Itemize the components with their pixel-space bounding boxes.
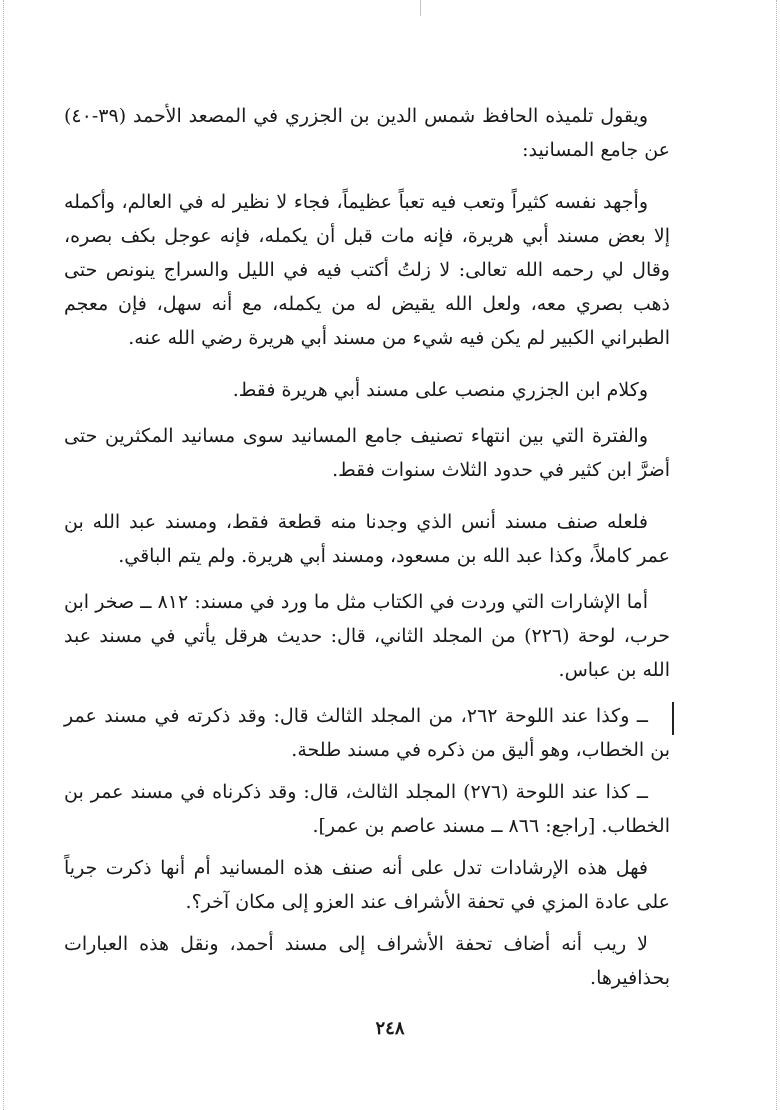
- scan-top-mark: [420, 0, 421, 16]
- page-number: ٢٤٨: [375, 1018, 405, 1039]
- paragraph-6: أما الإشارات التي وردت في الكتاب مثل ما ورد في مسند: ٨١٢ ــ صخر ابن حرب، لوحة (٢٢٦) من المجلد الثاني، قال: حديث هرقل يأتي في مسند عبد الله بن عباس.: [64, 591, 670, 681]
- paragraph-5: فلعله صنف مسند أنس الذي وجدنا منه قطعة فقط، ومسند عبد الله بن عمر كاملاً، وكذا عبد الله بن مسعود، ومسند أبي هريرة. ولم يتم الباقي.: [64, 511, 670, 567]
- margin-marker-bar: [672, 702, 674, 735]
- paragraph-10: لا ريب أنه أضاف تحفة الأشراف إلى مسند أحمد، ونقل هذه العبارات بحذافيرها.: [64, 933, 670, 989]
- paragraph-2: وأجهد نفسه كثيراً وتعب فيه تعباً عظيماً، فجاء لا نظير له في العالم، وأكمله إلا بعض مسند أبي هريرة، فإنه مات قبل أن يكمله، فإنه عوجل بكف بصره، وقال لي رحمه الله تعالى: لا زلتُ أكتب فيه في الليل والسراج ينونص حتى ذهب بصري معه، ولعل الله يقيض له من يكمله، مع أنه سهل، فإن معجم الطبراني الكبير لم يكن فيه شيء من مسند أبي هريرة رضي الله عنه.: [64, 191, 670, 349]
- paragraph-7: ــ وكذا عند اللوحة ٢٦٢، من المجلد الثالث قال: وقد ذكرته في مسند عمر بن الخطاب، وهو أليق من ذكره في مسند طلحة.: [64, 705, 670, 761]
- paragraph-4: والفترة التي بين انتهاء تصنيف جامع المسانيد سوى مسانيد المكثرين حتى أضرَّ ابن كثير في حدود الثلاث سنوات فقط.: [64, 425, 670, 481]
- paragraph-3: وكلام ابن الجزري منصب على مسند أبي هريرة فقط.: [232, 379, 648, 401]
- scan-edge-right: [776, 0, 777, 1110]
- paragraph-8: ــ كذا عند اللوحة (٢٧٦) المجلد الثالث، قال: وقد ذكرناه في مسند عمر بن الخطاب. [راجع: ٨٦٦ ــ مسند عاصم بن عمر].: [64, 781, 670, 837]
- paragraph-9: فهل هذه الإرشادات تدل على أنه صنف هذه المسانيد أم أنها ذكرت جرياً على عادة المزي في تحفة الأشراف عند العزو إلى مكان آخر؟.: [64, 857, 670, 913]
- body-text: [64, 99, 670, 995]
- paragraph-1: ويقول تلميذه الحافظ شمس الدين بن الجزري في المصعد الأحمد (٣٩-٤٠) عن جامع المسانيد:: [64, 105, 670, 161]
- scan-edge-left: [3, 0, 4, 1110]
